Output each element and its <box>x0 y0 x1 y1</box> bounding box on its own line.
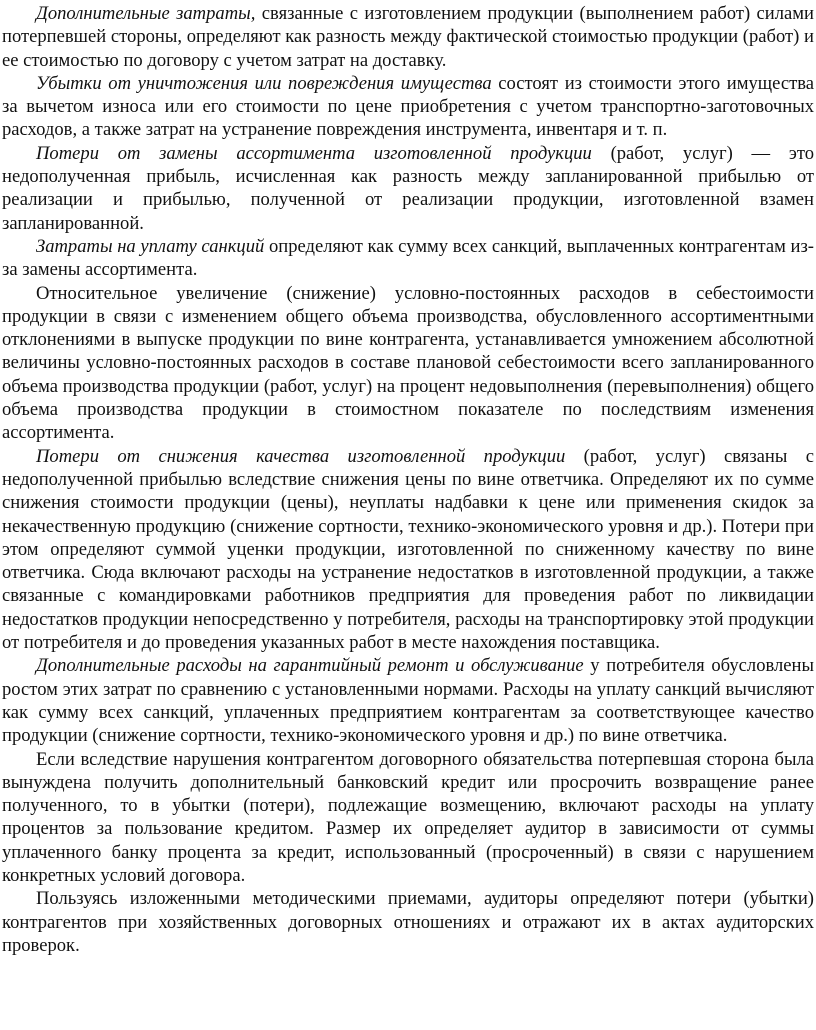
paragraph-additional-costs <box>2 2 814 72</box>
paragraph-text: Пользуясь изложенными методическими приемами, аудиторы определяют потери (убытки) контрагентов при хозяйственных договорных отношениях и отражают их в актах аудиторских проверок. <box>2 888 814 956</box>
term-quality-loss: Потери от снижения качества изготовленной продукции <box>36 445 566 467</box>
paragraph-text: (работ, услуг) связаны с недополученной прибылью вследствие снижения цены по вине ответчика. Определяют их по сумме снижения стоимости продукции (цены), неуплаты надбавки к цене или применения скидок за некачественную продукцию (снижение сортности, технико-экономического уровня и др.). Потери при этом определяют суммой уценки продукции, изготовленной по сниженному качеству по вине ответчика. Сюда включают расходы на устранение недостатков в изготовленной продукции, а также связанные с командировками работников предприятия для проведения работ по ликвидации недостатков продукции непосредственно у потребителя, расходы на транспортировку этой продукции от потребителя и до проведения указанных работ в месте нахождения поставщика. <box>2 445 814 654</box>
paragraph-text: состоят из стоимости этого имущества за вычетом износа или его стоимости по цене приобретения с учетом транспортно-заготовочных расходов, а также затрат на устранение повреждения инструмента, инвентаря и т. п. <box>2 72 814 141</box>
paragraph-assortment-replacement <box>2 142 814 235</box>
paragraph-quality-loss <box>2 445 814 655</box>
paragraph-text: определяют как сумму всех санкций, выплаченных контрагентам из-за замены ассортимента. <box>2 235 814 281</box>
paragraph-property-damage <box>2 72 814 142</box>
term-warranty-repair: Дополнительные расходы на гарантийный ремонт и обслуживание <box>36 655 584 677</box>
paragraph-warranty-repair <box>2 654 814 747</box>
paragraph-bank-credit <box>2 748 814 888</box>
paragraph-text: связанные с изготовлением продукции (выполнением работ) силами потерпевшей стороны, определяют как разность между фактической стоимостью продукции (работ) и ее стоимостью по договору с учетом затрат на доставку. <box>2 3 814 71</box>
term-property-damage: Убытки от уничтожения или повреждения имущества <box>36 72 492 94</box>
paragraph-text: Относительное увеличение (снижение) условно-постоянных расходов в себестоимости продукции в связи с изменением общего объема производства, обусловленного ассортиментными отклонениями в выпуске продукции по вине контрагента, устанавливается умножением абсолютной величины условно-постоянных расходов в составе плановой себестоимости всего запланированного объема производства продукции (работ, услуг) на процент недовыполнения (перевыполнения) общего объема производства продукции в стоимостном показателе по последствиям изменения ассортимента. <box>2 282 814 444</box>
paragraph-sanctions <box>2 235 814 282</box>
paragraph-fixed-costs <box>2 282 814 445</box>
paragraph-text: (работ, услуг) — это недополученная прибыль, исчисленная как разность между запланированной прибылью от реализации и прибылью, полученной от реализации продукции, изготовленной взамен запланированной. <box>2 142 814 234</box>
paragraph-text: Если вследствие нарушения контрагентом договорного обязательства потерпевшая сторона была вынуждена получить дополнительный банковский кредит или просрочить возвращение ранее полученного, то в убытки (потери), подлежащие возмещению, включают расходы на уплату процентов за пользование кредитом. Размер их определяет аудитор в зависимости от суммы уплаченного банку процента за кредит, использованный (просроченный) в связи с нарушением конкретных условий договора. <box>2 748 814 886</box>
term-assortment-replacement: Потери от замены ассортимента изготовленной продукции <box>36 142 592 164</box>
term-additional-costs: Дополнительные затраты, <box>36 3 256 24</box>
paragraph-text: у потребителя обусловлены ростом этих затрат по сравнению с установленными нормами. Расходы на уплату санкций вычисляют как сумму всех санкций, уплаченных предприятием контрагентам за соответствующее качество продукции (снижение сортности, технико-экономического уровня и др.) по вине ответчика. <box>2 655 814 747</box>
paragraph-conclusion <box>2 887 814 957</box>
term-sanctions: Затраты на уплату санкций <box>36 235 265 257</box>
